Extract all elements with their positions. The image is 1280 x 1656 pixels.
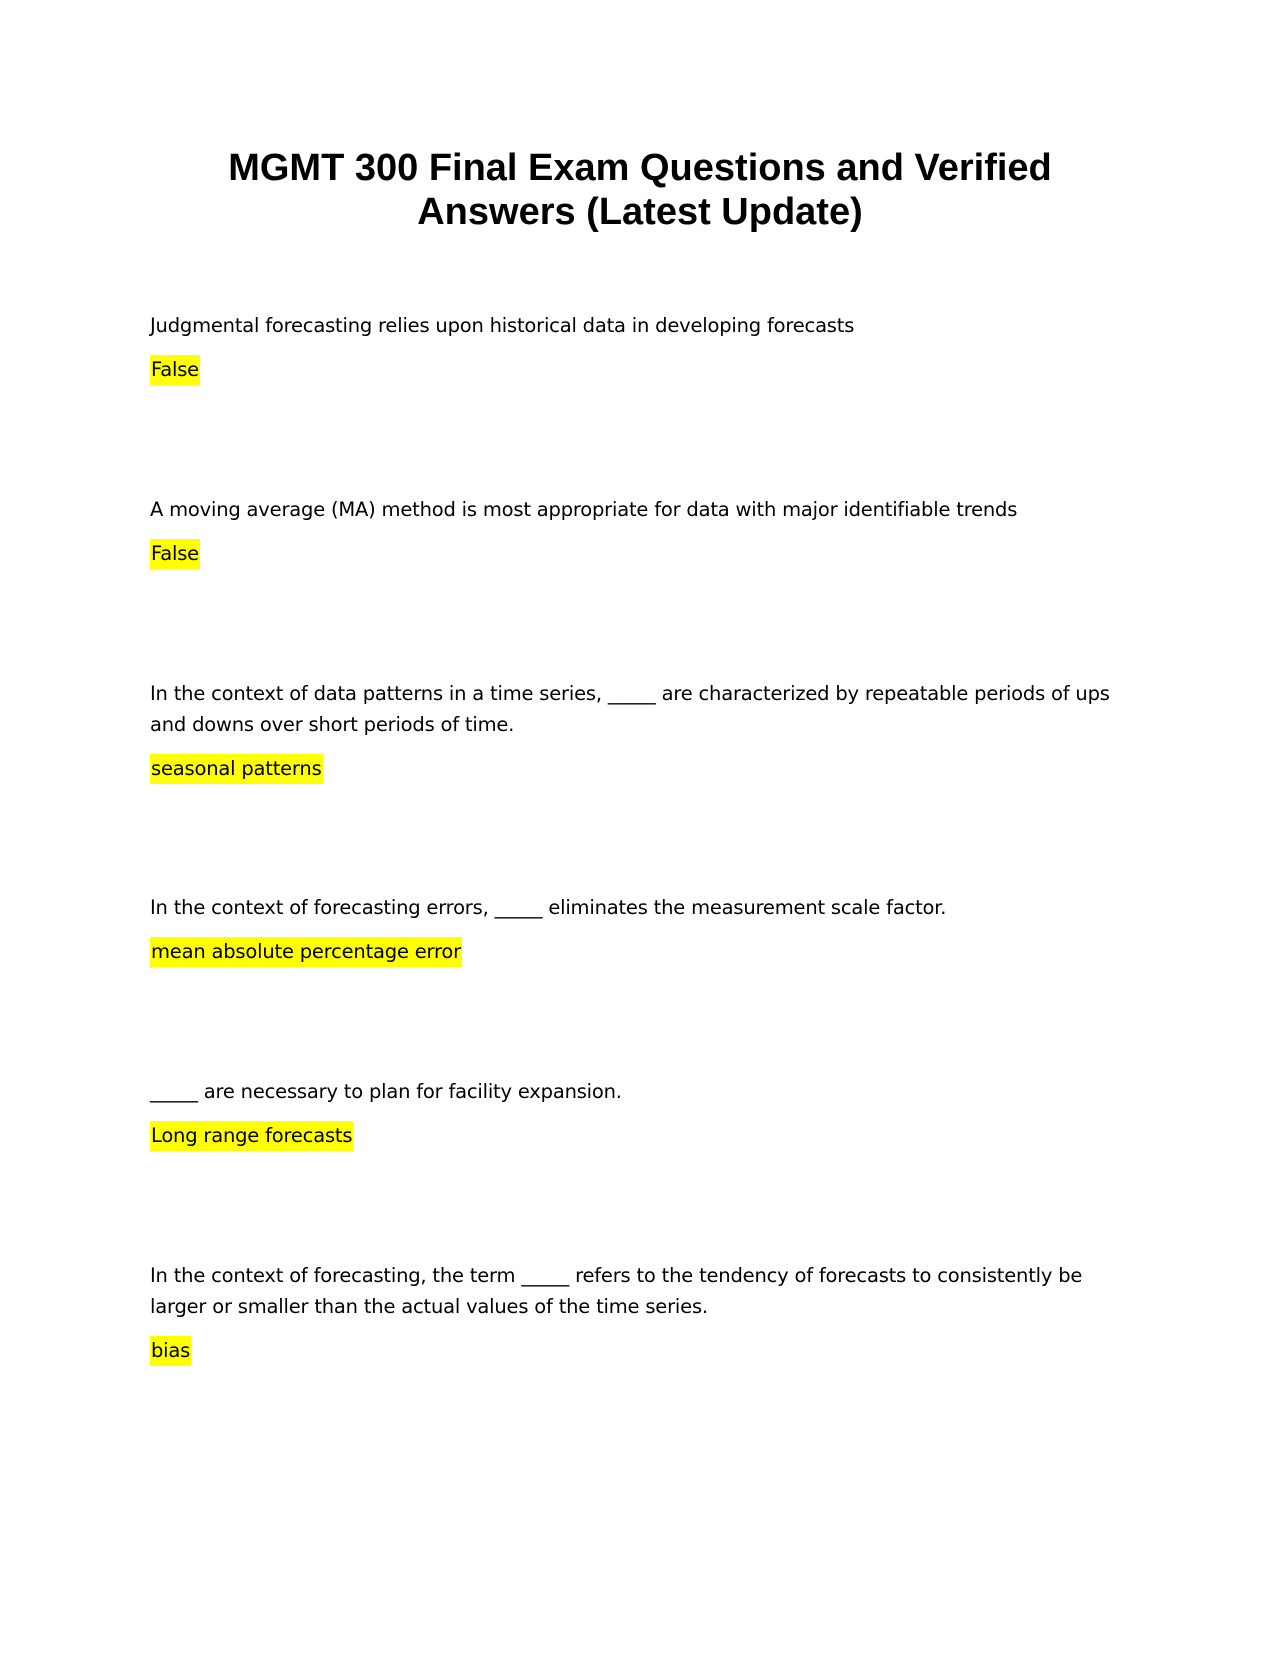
question-text: In the context of forecasting, the term _____ refers to the tendency of forecasts to consistently be larger or smaller than the actual values of the time series.: [150, 1264, 1083, 1318]
qa-item: [150, 494, 1140, 569]
answer-highlight: False: [150, 355, 200, 385]
answer-highlight: False: [150, 539, 200, 569]
qa-item: [150, 678, 1140, 784]
qa-item: [150, 1076, 1140, 1151]
answer-highlight: Long range forecasts: [150, 1121, 353, 1151]
question-text: _____ are necessary to plan for facility expansion.: [150, 1080, 622, 1103]
qa-item: [150, 892, 1140, 967]
answer-highlight: seasonal patterns: [150, 754, 323, 784]
document-title: MGMT 300 Final Exam Questions and Verified Answers (Latest Update): [228, 147, 1052, 233]
answer-highlight: mean absolute percentage error: [150, 937, 462, 967]
question-text: A moving average (MA) method is most appropriate for data with major identifiable trends: [150, 498, 1018, 521]
question-text: In the context of data patterns in a time series, _____ are characterized by repeatable periods of ups and downs over short periods of time.: [150, 682, 1110, 736]
qa-item: [150, 1260, 1140, 1366]
qa-item: [150, 310, 1140, 385]
question-text: Judgmental forecasting relies upon historical data in developing forecasts: [150, 314, 855, 337]
answer-highlight: bias: [150, 1336, 191, 1366]
question-text: In the context of forecasting errors, _____ eliminates the measurement scale factor.: [150, 896, 947, 919]
